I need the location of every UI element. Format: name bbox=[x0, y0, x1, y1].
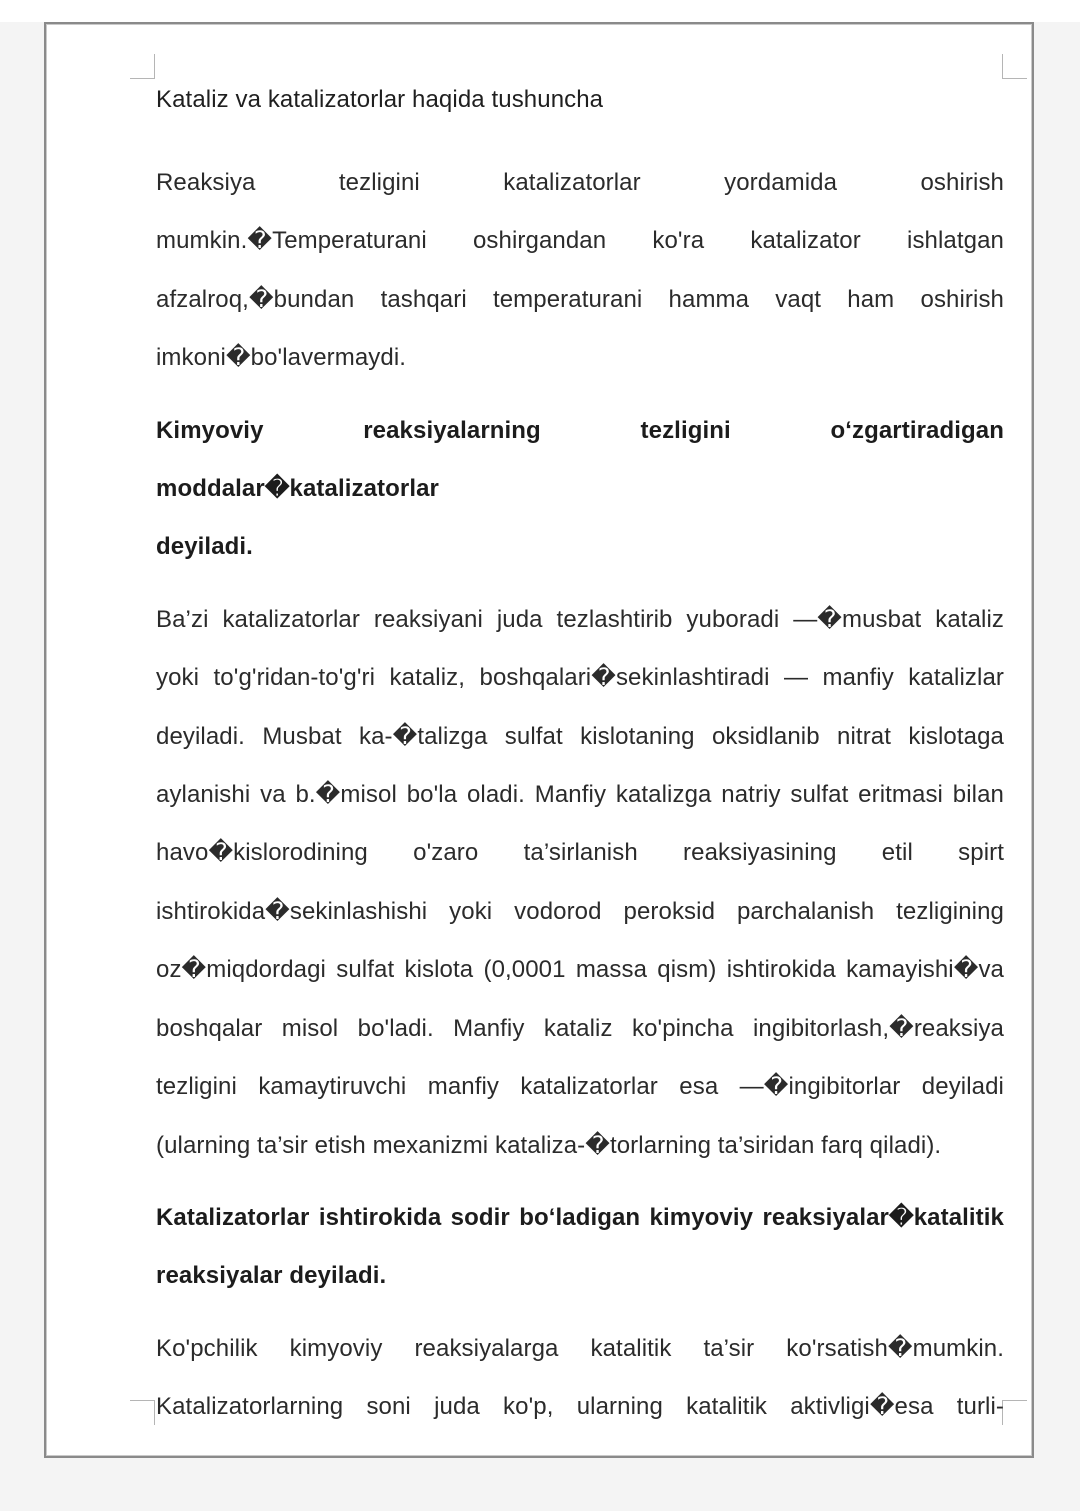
text-line: mumkin.�Temperaturani oshirgandan ko'ra katalizator ishlatgan bbox=[156, 227, 1004, 255]
text-line: Kimyoviy reaksiyalarning tezligini o‘zgartiradigan moddalar�katalizatorlar bbox=[156, 416, 1004, 503]
text-line: imkoni�bo'lavermaydi. bbox=[156, 344, 407, 372]
text-line: afzalroq,�bundan tashqari temperaturani hamma vaqt ham oshirish bbox=[156, 285, 1004, 313]
text-line: reaksiyalar deyiladi. bbox=[156, 1262, 387, 1290]
crop-mark-top-left bbox=[130, 54, 155, 79]
text-line: yoki to'g'ridan-to'g'ri kataliz, boshqalari�sekinlashtiradi — manfiy katalizlar bbox=[156, 664, 1004, 692]
text-line: deyiladi. bbox=[156, 533, 253, 561]
crop-mark-bottom-right bbox=[1002, 1400, 1027, 1425]
definition-catalytic-reactions bbox=[156, 1189, 1004, 1306]
text-line: aylanishi va b.�misol bo'la oladi. Manfiy katalizga natriy sulfat eritmasi bilan bbox=[156, 781, 1004, 809]
paragraph-positive-negative-catalysis bbox=[156, 591, 1004, 1175]
paragraph-intro bbox=[156, 154, 1004, 388]
text-line: boshqalar misol bo'ladi. Manfiy kataliz ko'pincha ingibitorlash,�reaksiya bbox=[156, 1014, 1004, 1042]
page-content bbox=[156, 82, 1004, 1437]
text-line: (ularning ta’sir etish mexanizmi kataliza-�torlarning ta’siridan farq qiladi). bbox=[156, 1131, 942, 1159]
text-line: havo�kislorodining o'zaro ta’sirlanish reaksiyasining etil spirt bbox=[156, 839, 1004, 867]
document-title: Kataliz va katalizatorlar haqida tushuncha bbox=[156, 86, 604, 113]
text-line: tezligini kamaytiruvchi manfiy katalizatorlar esa —�ingibitorlar deyiladi bbox=[156, 1073, 1004, 1101]
crop-mark-bottom-left bbox=[130, 1400, 155, 1425]
document-page bbox=[44, 22, 1034, 1458]
viewer-top-strip bbox=[0, 0, 1080, 22]
text-line: Ba’zi katalizatorlar reaksiyani juda tezlashtirib yuboradi —�musbat kataliz bbox=[156, 605, 1004, 633]
text-line: oz�miqdordagi sulfat kislota (0,0001 massa qism) ishtirokida kamayishi�va bbox=[156, 956, 1004, 984]
text-line: Katalizatorlarning soni juda ko'p, ularning katalitik aktivligi�esa turli- bbox=[156, 1393, 1004, 1421]
text-line: Katalizatorlar ishtirokida sodir bo‘ladigan kimyoviy reaksiyalar�katalitik bbox=[156, 1203, 1004, 1231]
paragraph-catalyst-variety bbox=[156, 1320, 1004, 1437]
definition-catalysts bbox=[156, 402, 1004, 577]
text-line: deyiladi. Musbat ka-�talizga sulfat kislotaning oksidlanib nitrat kislotaga bbox=[156, 722, 1004, 750]
text-line: ishtirokida�sekinlashishi yoki vodorod peroksid parchalanish tezligining bbox=[156, 897, 1004, 925]
text-line: Ko'pchilik kimyoviy reaksiyalarga katalitik ta’sir ko'rsatish�mumkin. bbox=[156, 1334, 1004, 1362]
crop-mark-top-right bbox=[1002, 54, 1027, 79]
text-line: Reaksiya tezligini katalizatorlar yordamida oshirish bbox=[156, 169, 1004, 196]
